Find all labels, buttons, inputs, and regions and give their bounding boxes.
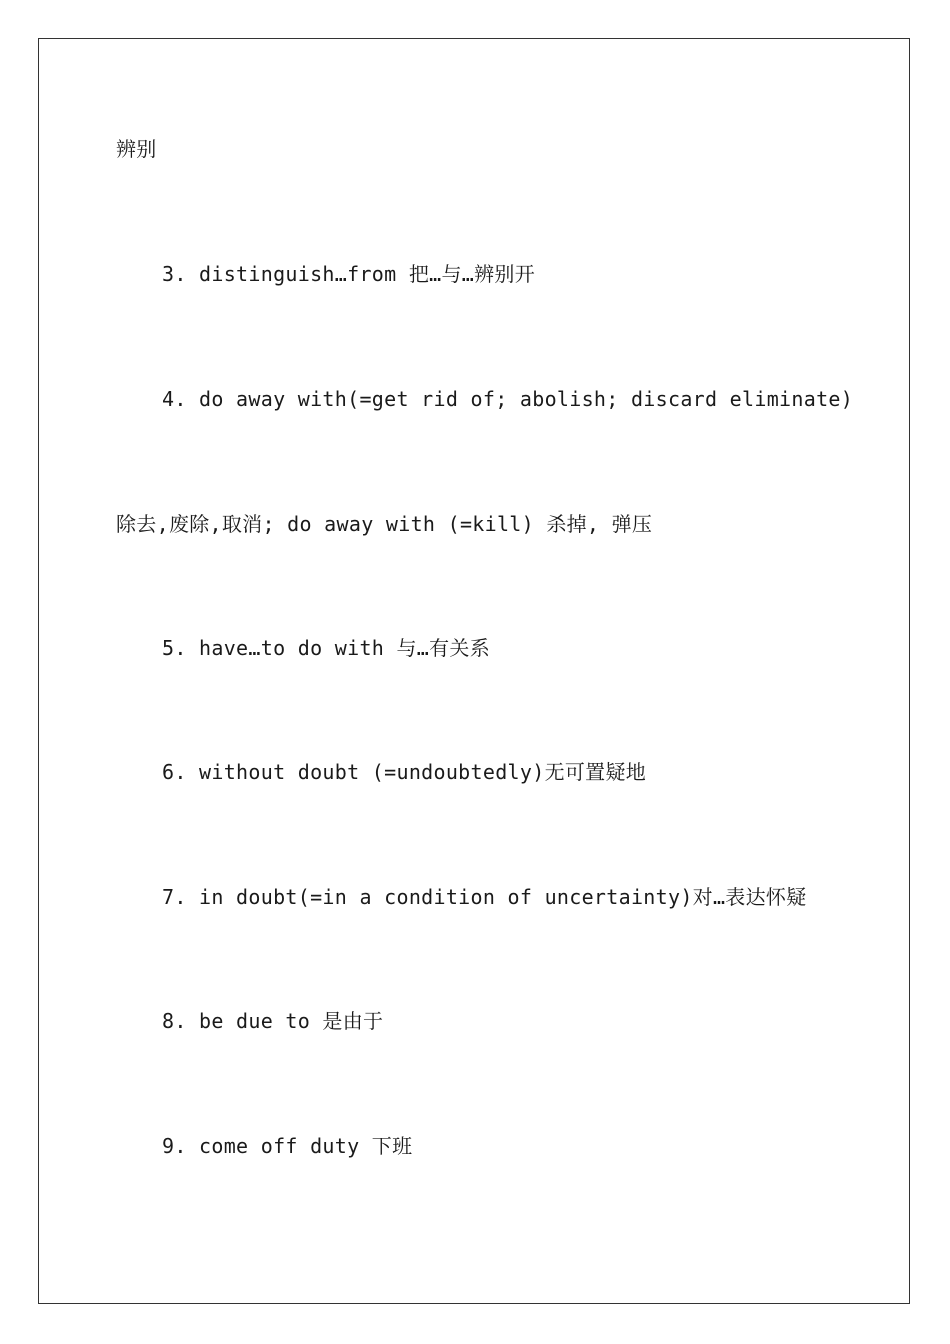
list-item-5: 5. have…to do with 与…有关系 bbox=[162, 636, 491, 660]
list-item-4: 4. do away with(=get rid of; abolish; discard eliminate) bbox=[162, 387, 854, 411]
list-item-3: 3. distinguish…from 把…与…辨别开 bbox=[162, 262, 536, 286]
list-item-4-continuation: 除去,废除,取消; do away with (=kill) 杀掉, 弹压 bbox=[116, 512, 653, 536]
list-item-9: 9. come off duty 下班 bbox=[162, 1134, 413, 1158]
list-item-7: 7. in doubt(=in a condition of uncertainty)对…表达怀疑 bbox=[162, 885, 807, 909]
list-item-8: 8. be due to 是由于 bbox=[162, 1009, 384, 1033]
page-border bbox=[38, 38, 910, 1304]
text-line-continuation: 辨别 bbox=[116, 137, 157, 161]
list-item-6: 6. without doubt (=undoubtedly)无可置疑地 bbox=[162, 760, 647, 784]
